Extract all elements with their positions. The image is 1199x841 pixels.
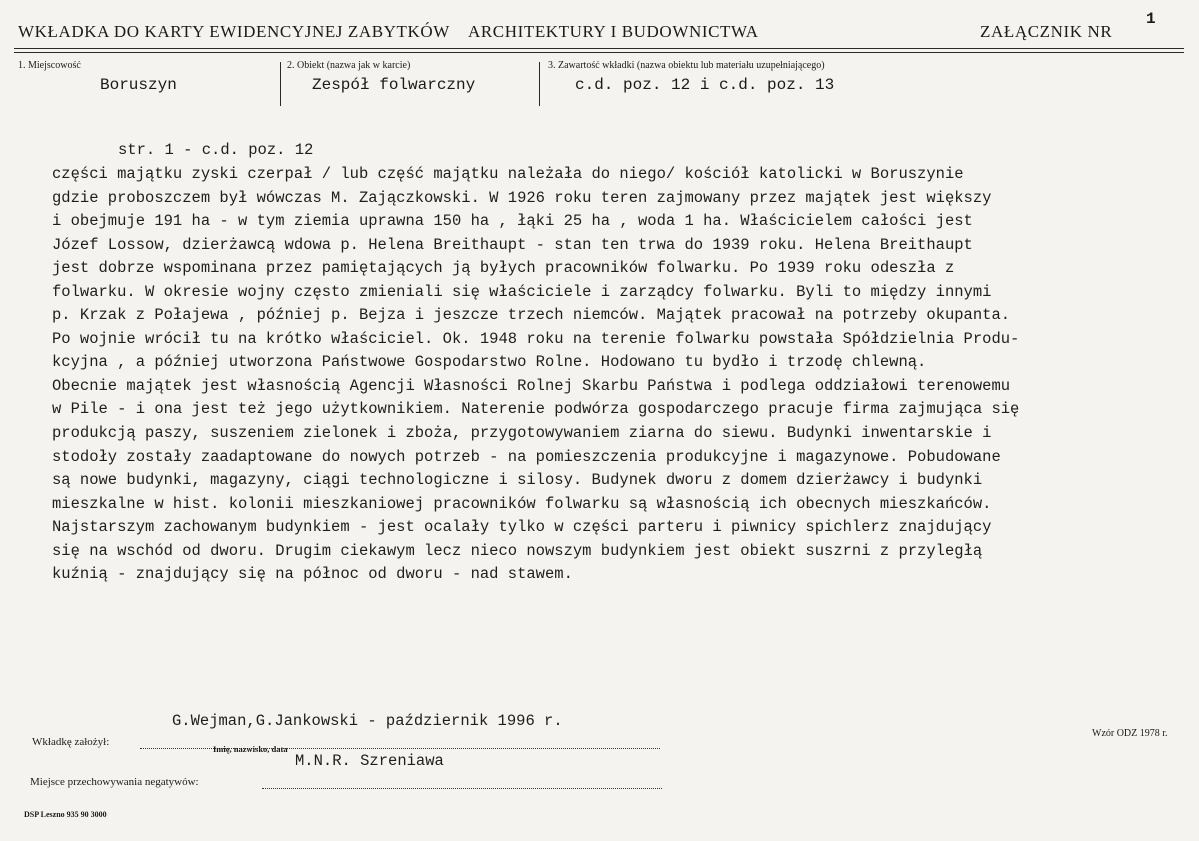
object-label: 2. Obiekt (nazwa jak w karcie) — [287, 60, 411, 71]
negatives-label: Miejsce przechowywania negatywów: — [30, 776, 199, 788]
field-separator-1 — [280, 62, 281, 106]
text-line: kuźnią - znajdujący się na północ od dworu - nad stawem. — [52, 565, 573, 584]
text-line: stodoły zostały zaadaptowane do nowych potrzeb - na pomieszczenia produkcyjne i magazynowe. Pobudowane — [52, 447, 1001, 466]
text-line: Po wojnie wrócił tu na krótko właściciel. Ok. 1948 roku na terenie folwarku powstała Spółdzielnia Produ- — [52, 329, 1020, 348]
text-line: części majątku zyski czerpał / lub część majątku należała do niego/ kościół katolicki w Boruszynie — [52, 165, 964, 183]
form-title-left: WKŁADKA DO KARTY EWIDENCYJNEJ ZABYTKÓW — [18, 22, 450, 41]
name-caption: Imię, nazwisko, data — [213, 744, 288, 754]
locality-value: Boruszyn — [100, 76, 177, 94]
form-title — [18, 22, 759, 42]
text-line: są nowe budynki, magazyny, ciągi technologiczne i silosy. Budynek dworu z domem dzierżawcy i budynki — [52, 471, 983, 490]
annex-label: ZAŁĄCZNIK NR — [980, 22, 1113, 41]
annex-number: 1 — [1146, 10, 1156, 28]
text-line: mieszkalne w hist. kolonii mieszkaniowej pracowników folwarku są własnością ich obecnych mieszkańców. — [52, 494, 992, 513]
field-separator-2 — [539, 62, 540, 106]
header-rule-top — [14, 48, 1184, 49]
text-line: folwarku. W okresie wojny często zmieniali się właściciele i zarządcy folwarku. Byli to między innymi — [52, 282, 992, 301]
text-line: i obejmuje 191 ha - w tym ziemia uprawna 150 ha , łąki 25 ha , woda 1 ha. Właścicielem całości jest — [52, 212, 973, 231]
text-line: Obecnie majątek jest własnością Agencji Własności Rolnej Skarbu Państwa i podlega oddziałowi terenowemu — [52, 376, 1011, 395]
negatives-line — [262, 788, 662, 789]
template-label: Wzór ODZ 1978 r. — [1092, 728, 1168, 739]
body-text — [52, 163, 1019, 587]
contents-label: 3. Zawartość wkładki (nazwa obiektu lub materiału uzupełniającego) — [548, 60, 825, 71]
text-line: się na wschód od dworu. Drugim ciekawym lecz nieco nowszym budynkiem jest obiekt suszrni z przyległą — [52, 541, 983, 560]
text-line: jest dobrze wspominana przez pamiętających ją byłych pracowników folwarku. Po 1939 roku odeszła z — [52, 259, 955, 278]
locality-label: 1. Miejscowość — [18, 60, 81, 71]
compiled-by-value-2: M.N.R. Szreniawa — [295, 752, 444, 770]
compiled-by-value: G.Wejman,G.Jankowski - październik 1996 r. — [172, 712, 563, 730]
compiled-by-label: Wkładkę założył: — [32, 736, 110, 748]
form-title-right: ARCHITEKTURY I BUDOWNICTWA — [467, 22, 759, 41]
text-line: gdzie proboszczem był wówczas M. Zajączkowski. W 1926 roku teren zajmowany przez majątek jest większy — [52, 188, 992, 207]
contents-value: c.d. poz. 12 i c.d. poz. 13 — [575, 76, 835, 94]
header-rule-bottom — [14, 52, 1184, 53]
object-value: Zespół folwarczny — [312, 76, 476, 94]
text-line: p. Krzak z Połajewa , później p. Bejza i jeszcze trzech niemców. Majątek pracował na potrzeby okupanta. — [52, 306, 1011, 325]
print-code: DSP Leszno 935 90 3000 — [24, 810, 107, 819]
text-line: w Pile - i ona jest też jego użytkownikiem. Naterenie podwórza gospodarczego pracuje firma zajmująca się — [52, 400, 1020, 419]
page-reference: str. 1 - c.d. poz. 12 — [118, 141, 314, 159]
text-line: produkcją paszy, suszeniem zielonek i zboża, przygotowywaniem ziarna do siewu. Budynki inwentarskie i — [52, 424, 992, 443]
text-line: Józef Lossow, dzierżawcą wdowa p. Helena Breithaupt - stan ten trwa do 1939 roku. Helena Breithaupt — [52, 235, 973, 254]
text-line: Najstarszym zachowanym budynkiem - jest ocalały tylko w części parteru i piwnicy spichlerz znajdujący — [52, 518, 992, 537]
text-line: kcyjna , a później utworzona Państwowe Gospodarstwo Rolne. Hodowano tu bydło i trzodę chlewną. — [52, 353, 927, 372]
